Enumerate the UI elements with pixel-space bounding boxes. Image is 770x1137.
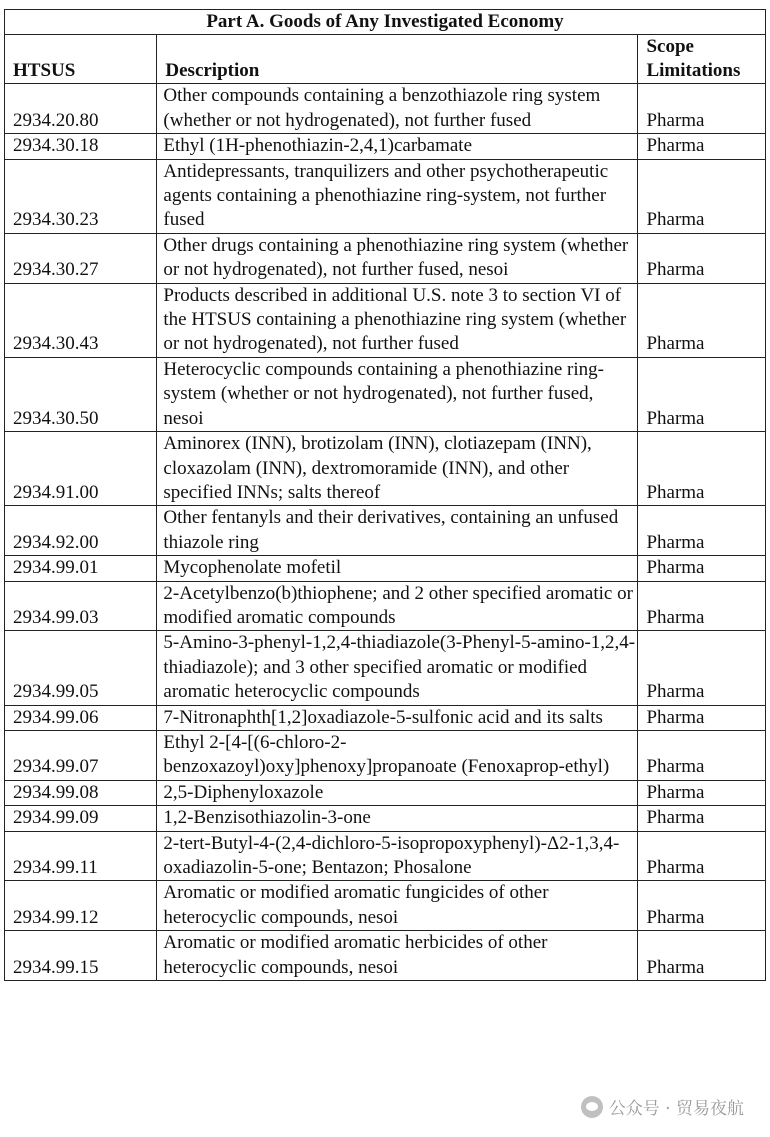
htsus-code-cell: 2934.20.80 — [5, 84, 157, 134]
description-cell: Ethyl (1H-phenothiazin-2,4,1)carbamate — [157, 134, 638, 159]
header-scope-limitations: Scope Limitations — [638, 35, 766, 84]
table-row — [5, 357, 766, 431]
htsus-code-cell: 2934.99.06 — [5, 705, 157, 730]
description-cell: 5-Amino-3-phenyl-1,2,4-thiadiazole(3-Phenyl-5-amino-1,2,4-thiadiazole); and 3 other specified aromatic or modified aromatic heterocyclic compounds — [157, 631, 638, 705]
table-row — [5, 506, 766, 556]
scope-cell: Pharma — [638, 233, 766, 283]
htsus-code-cell: 2934.99.03 — [5, 581, 157, 631]
scope-cell: Pharma — [638, 780, 766, 805]
table-row — [5, 705, 766, 730]
table-row — [5, 881, 766, 931]
scope-cell: Pharma — [638, 931, 766, 981]
scope-cell: Pharma — [638, 506, 766, 556]
description-cell: 2-tert-Butyl-4-(2,4-dichloro-5-isopropoxyphenyl)-Δ2-1,3,4-oxadiazolin-5-one; Bentazon; Phosalone — [157, 831, 638, 881]
scope-cell: Pharma — [638, 631, 766, 705]
table-row — [5, 780, 766, 805]
scope-cell: Pharma — [638, 432, 766, 506]
htsus-code-cell: 2934.92.00 — [5, 506, 157, 556]
description-cell: Heterocyclic compounds containing a phenothiazine ring-system (whether or not hydrogenated), not further fused, nesoi — [157, 357, 638, 431]
description-cell: Aromatic or modified aromatic herbicides of other heterocyclic compounds, nesoi — [157, 931, 638, 981]
description-cell: Other fentanyls and their derivatives, containing an unfused thiazole ring — [157, 506, 638, 556]
wechat-icon — [581, 1096, 603, 1118]
table-row — [5, 432, 766, 506]
table-row — [5, 806, 766, 831]
htsus-table — [4, 9, 766, 981]
table-caption: Part A. Goods of Any Investigated Economy — [5, 10, 766, 35]
scope-cell: Pharma — [638, 705, 766, 730]
scope-cell: Pharma — [638, 556, 766, 581]
description-cell: Aromatic or modified aromatic fungicides of other heterocyclic compounds, nesoi — [157, 881, 638, 931]
description-cell: Other drugs containing a phenothiazine ring system (whether or not hydrogenated), not further fused, nesoi — [157, 233, 638, 283]
htsus-code-cell: 2934.91.00 — [5, 432, 157, 506]
htsus-code-cell: 2934.30.43 — [5, 283, 157, 357]
scope-cell: Pharma — [638, 357, 766, 431]
description-cell: 1,2-Benzisothiazolin-3-one — [157, 806, 638, 831]
scope-cell: Pharma — [638, 581, 766, 631]
scope-cell: Pharma — [638, 806, 766, 831]
htsus-code-cell: 2934.99.15 — [5, 931, 157, 981]
htsus-code-cell: 2934.30.23 — [5, 159, 157, 233]
table-row — [5, 233, 766, 283]
htsus-code-cell: 2934.99.09 — [5, 806, 157, 831]
table-row — [5, 134, 766, 159]
description-cell: 2,5-Diphenyloxazole — [157, 780, 638, 805]
table-row — [5, 931, 766, 981]
description-cell: Other compounds containing a benzothiazole ring system (whether or not hydrogenated), not further fused — [157, 84, 638, 134]
header-row — [5, 35, 766, 84]
table-row — [5, 581, 766, 631]
table-row — [5, 159, 766, 233]
scope-cell: Pharma — [638, 881, 766, 931]
table-row — [5, 831, 766, 881]
table-row — [5, 84, 766, 134]
description-cell: 7-Nitronaphth[1,2]oxadiazole-5-sulfonic acid and its salts — [157, 705, 638, 730]
scope-cell: Pharma — [638, 134, 766, 159]
table-row — [5, 730, 766, 780]
table-row — [5, 283, 766, 357]
description-cell: Mycophenolate mofetil — [157, 556, 638, 581]
htsus-code-cell: 2934.30.18 — [5, 134, 157, 159]
scope-cell: Pharma — [638, 283, 766, 357]
table-row — [5, 631, 766, 705]
htsus-code-cell: 2934.99.12 — [5, 881, 157, 931]
watermark-text: 公众号 · 贸易夜航 — [608, 1099, 744, 1119]
htsus-code-cell: 2934.30.50 — [5, 357, 157, 431]
htsus-code-cell: 2934.99.05 — [5, 631, 157, 705]
header-htsus: HTSUS — [5, 35, 157, 84]
watermark — [581, 1094, 744, 1119]
scope-cell: Pharma — [638, 831, 766, 881]
scope-cell: Pharma — [638, 84, 766, 134]
htsus-code-cell: 2934.99.07 — [5, 730, 157, 780]
description-cell: 2-Acetylbenzo(b)thiophene; and 2 other specified aromatic or modified aromatic compounds — [157, 581, 638, 631]
description-cell: Aminorex (INN), brotizolam (INN), clotiazepam (INN), cloxazolam (INN), dextromoramide (INN), and other specified INNs; salts thereof — [157, 432, 638, 506]
description-cell: Ethyl 2-[4-[(6-chloro-2-benzoxazoyl)oxy]phenoxy]propanoate (Fenoxaprop-ethyl) — [157, 730, 638, 780]
scope-cell: Pharma — [638, 159, 766, 233]
table-row — [5, 556, 766, 581]
htsus-code-cell: 2934.99.01 — [5, 556, 157, 581]
scope-cell: Pharma — [638, 730, 766, 780]
header-description: Description — [157, 35, 638, 84]
htsus-code-cell: 2934.99.08 — [5, 780, 157, 805]
htsus-code-cell: 2934.30.27 — [5, 233, 157, 283]
description-cell: Antidepressants, tranquilizers and other psychotherapeutic agents containing a phenothiazine ring-system, not further fused — [157, 159, 638, 233]
document-page — [4, 9, 766, 981]
htsus-code-cell: 2934.99.11 — [5, 831, 157, 881]
description-cell: Products described in additional U.S. note 3 to section VI of the HTSUS containing a phenothiazine ring system (whether or not hydrogenated), not further fused — [157, 283, 638, 357]
